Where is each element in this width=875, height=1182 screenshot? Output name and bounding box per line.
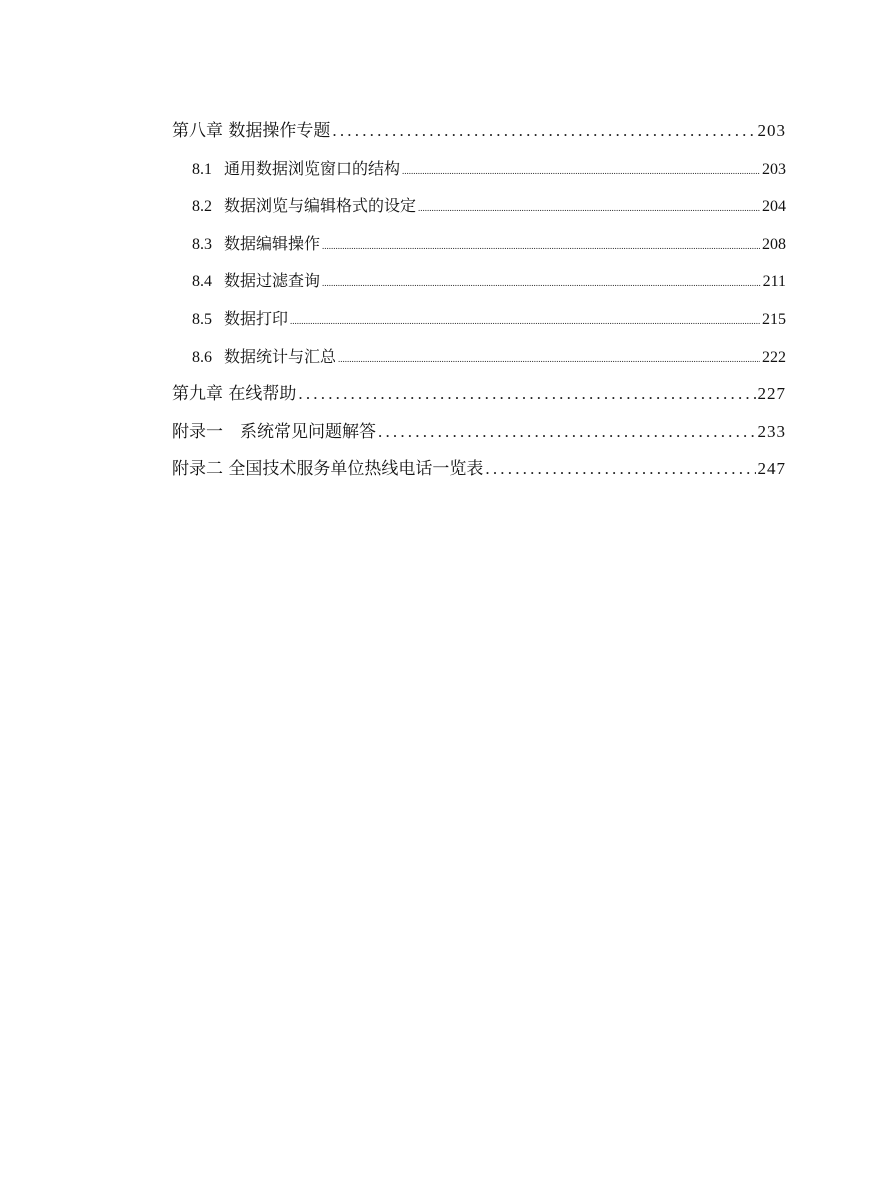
toc-entry-title: 附录一 系统常见问题解答 (172, 421, 376, 442)
toc-entry-section-8-2[interactable] (172, 187, 786, 225)
toc-entry-page: 208 (762, 235, 786, 253)
toc-entry-number: 8.6 (192, 348, 212, 366)
toc-entry-page: 227 (757, 384, 786, 404)
toc-entry-page: 215 (762, 310, 786, 328)
dot-leader (290, 303, 760, 341)
toc-entry-section-8-6[interactable] (172, 338, 786, 376)
toc-entry-page: 203 (762, 160, 786, 178)
toc-entry-title: 数据编辑操作 (224, 233, 321, 253)
toc-entry-section-8-1[interactable] (172, 150, 786, 188)
toc-entry-page: 211 (762, 273, 786, 291)
dot-leader (322, 228, 760, 266)
dot-leader (332, 112, 755, 150)
toc-entry-title: 附录二 全国技术服务单位热线电话一览表 (172, 459, 484, 480)
toc-entry-page: 233 (757, 421, 786, 441)
dot-leader (402, 153, 760, 191)
toc-entry-page: 203 (757, 121, 786, 140)
toc-entry-title: 数据过滤查询 (224, 271, 321, 291)
toc-entry-number: 8.2 (192, 198, 212, 216)
dot-leader (485, 450, 755, 488)
dot-leader (338, 341, 760, 379)
toc-entry-appendix-1[interactable] (172, 413, 786, 451)
toc-entry-number: 8.3 (192, 235, 212, 253)
toc-entry-title: 第九章 在线帮助 (172, 384, 297, 405)
toc-entry-page: 247 (757, 459, 786, 479)
toc-entry-section-8-5[interactable] (172, 300, 786, 338)
toc-entry-title: 第八章 数据操作专题 (172, 121, 331, 141)
dot-leader (418, 190, 760, 228)
toc-entry-chapter-8[interactable] (172, 112, 786, 150)
dot-leader (322, 265, 761, 303)
toc-entry-page: 222 (762, 348, 786, 366)
toc-entry-number: 8.4 (192, 273, 212, 291)
toc-entry-number: 8.1 (192, 160, 212, 178)
table-of-contents (172, 112, 786, 488)
toc-entry-section-8-3[interactable] (172, 225, 786, 263)
toc-entry-title: 数据打印 (224, 308, 289, 328)
toc-entry-page: 204 (762, 198, 786, 216)
toc-entry-title: 数据浏览与编辑格式的设定 (224, 196, 417, 216)
dot-leader (298, 375, 755, 413)
toc-entry-appendix-2[interactable] (172, 450, 786, 488)
toc-entry-number: 8.5 (192, 310, 212, 328)
toc-entry-chapter-9[interactable] (172, 375, 786, 413)
dot-leader (378, 413, 756, 451)
toc-entry-section-8-4[interactable] (172, 262, 786, 300)
toc-entry-title: 通用数据浏览窗口的结构 (224, 158, 401, 178)
toc-entry-title: 数据统计与汇总 (224, 346, 337, 366)
